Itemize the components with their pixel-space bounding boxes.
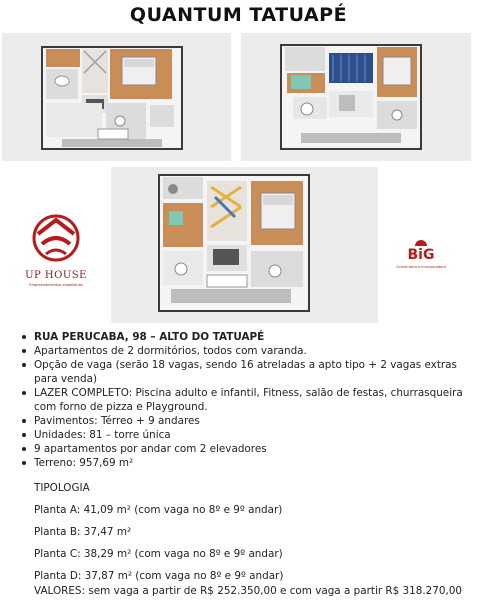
big-arch-icon: [395, 228, 447, 248]
planta-a: Planta A: 41,09 m² (com vaga no 8º e 9º andar): [34, 504, 283, 516]
up-house-logo: [16, 210, 96, 290]
list-item: LAZER COMPLETO: Piscina adulto e infantil, Fitness, salão de festas, churrasqueira com forno de pizza e Playground.: [20, 386, 470, 414]
info-list: [20, 330, 470, 470]
up-house-emblem-icon: [16, 210, 96, 270]
big-logo-tagline: Construtora e Incorporadora: [396, 265, 446, 269]
planta-b: Planta B: 37,47 m²: [34, 526, 132, 538]
page-title: QUANTUM TATUAPÉ: [129, 4, 348, 26]
tipologia-heading: TIPOLOGIA: [34, 482, 90, 494]
floor-plan-b: [241, 33, 471, 161]
big-logo-name: BiG: [407, 247, 435, 263]
up-house-name: UP HOUSE: [25, 270, 87, 281]
big-logo: [395, 228, 447, 276]
up-house-tagline: Empreendimentos Imobiliários: [29, 283, 83, 287]
list-item-address: RUA PERUCABA, 98 – ALTO DO TATUAPÉ: [20, 330, 470, 344]
list-item: Opção de vaga (serão 18 vagas, sendo 16 atreladas a apto tipo + 2 vagas extras para venda): [20, 358, 470, 386]
floor-plan-c: [111, 167, 378, 323]
valores-text: VALORES: sem vaga a partir de R$ 252.350,00 e com vaga a partir R$ 318.270,00: [34, 585, 463, 597]
list-item: Unidades: 81 – torre única: [20, 428, 470, 442]
list-item: Terreno: 957,69 m²: [20, 456, 470, 470]
list-item: Apartamentos de 2 dormitórios, todos com varanda.: [20, 344, 470, 358]
list-item: Pavimentos: Térreo + 9 andares: [20, 414, 470, 428]
planta-d: Planta D: 37,87 m² (com vaga no 8º e 9º andar): [34, 570, 284, 582]
list-item: 9 apartamentos por andar com 2 elevadores: [20, 442, 470, 456]
floor-plan-a: [2, 33, 231, 161]
planta-c: Planta C: 38,29 m² (com vaga no 8º e 9º andar): [34, 548, 283, 560]
